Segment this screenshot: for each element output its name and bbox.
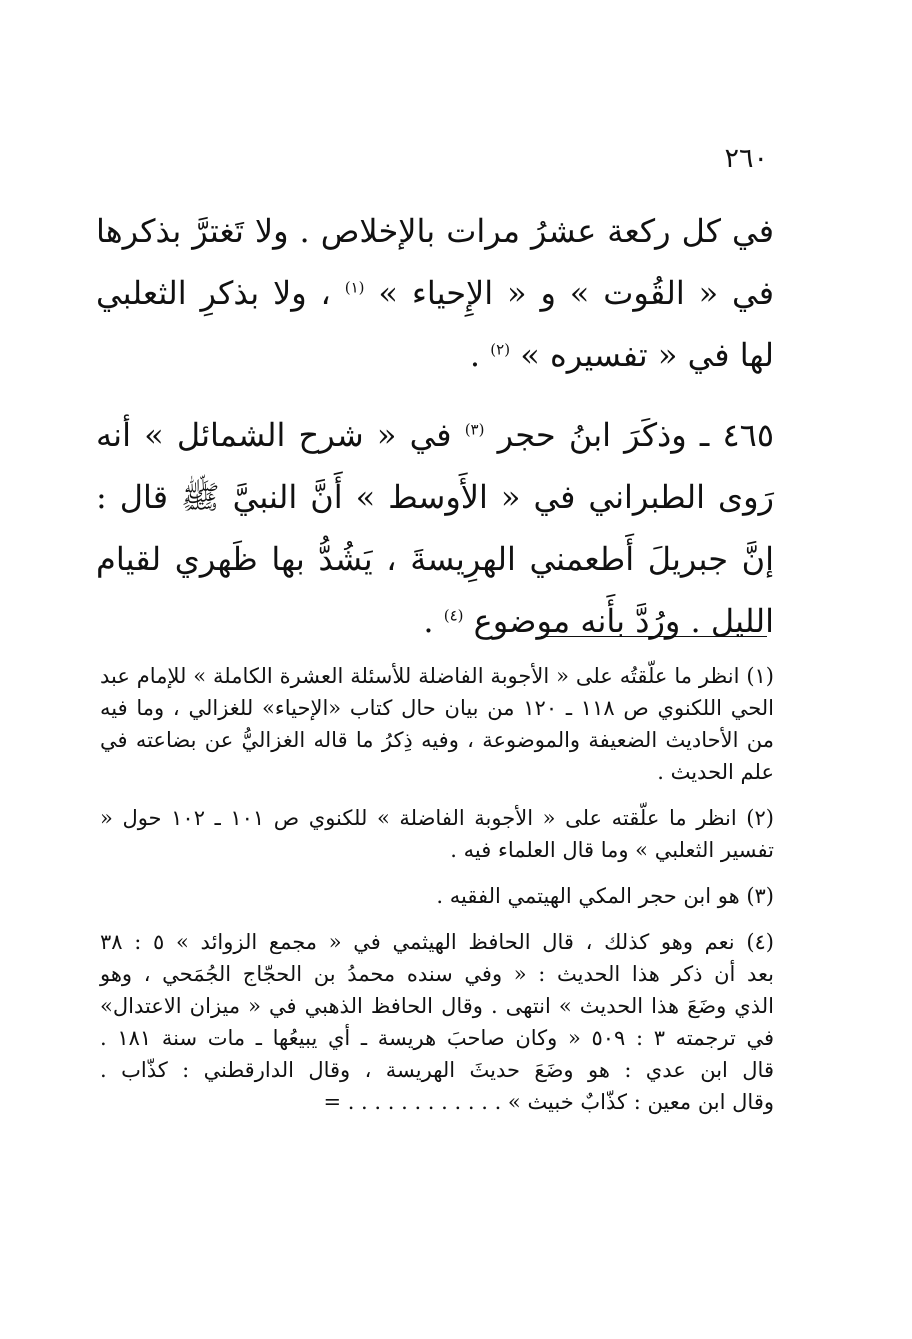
footnote-4-line-1: (٤) نعم وهو كذلك ، قال الحافظ الهيثمي في « مجمع الزوائد » ٥ : ٣٨ xyxy=(100,930,774,954)
main-paragraph-2-mid: في « شرح الشمائل » أنه رَوى الطبراني في « الأَوسط » أَنَّ النبيَّ ﷺ قال : إنَّ جبريلَ أَطعمني الهرِيسةَ ، يَشُدُّ بها ظَهري لقيام الليل . ورُدَّ بأَنه موضوع xyxy=(96,416,774,640)
footnote-3: (٣) هو ابن حجر المكي الهيتمي الفقيه . xyxy=(436,884,774,908)
footnote-ref-2: (٢) xyxy=(490,340,511,359)
main-paragraph-2 xyxy=(96,404,774,652)
main-paragraph-1-text: في كل ركعة عشرُ مرات بالإخلاص . ولا تَغترَّ بذكرها في « القُوت » و « الإِحياء » xyxy=(96,212,775,312)
page-number: ٢٦٠ xyxy=(724,143,768,174)
main-paragraph-2-start: ٤٦٥ ـ وذكَرَ ابنُ حجر xyxy=(484,416,775,454)
footnote-4-line-5: قال ابن عدي : هو وضَعَ حديثَ الهريسة ، وقال الدارقطني : كذّاب . xyxy=(100,1058,774,1082)
footnotes xyxy=(100,660,774,1132)
footnote-divider xyxy=(541,636,767,637)
footnote-ref-4: (٤) xyxy=(443,606,464,625)
main-paragraph-1 xyxy=(96,200,774,386)
main-paragraph-1-end: . xyxy=(469,336,491,374)
footnote-4-line-2: بعد أن ذكر هذا الحديث : « وفي سنده محمدُ بن الحجّاج الجُمَحي ، وهو xyxy=(100,962,774,986)
footnote-4-line-6: وقال ابن معين : كذّابٌ خبيث » . . . . . . . . . . . . = xyxy=(323,1090,774,1114)
footnote-ref-3: (٣) xyxy=(464,420,485,439)
footnote-4 xyxy=(100,926,774,1118)
main-paragraph-1-mid: ، ولا بذكرِ الثعلبي لها في « تفسيره » xyxy=(96,274,774,374)
main-text xyxy=(96,200,774,652)
footnote-4-line-3: الذي وضَعَ هذا الحديث » انتهى . وقال الحافظ الذهبي في « ميزان الاعتدال» xyxy=(100,994,774,1018)
footnote-2: (٢) انظر ما علّقته على « الأجوبة الفاضلة » للكنوي ص ١٠١ ـ ١٠٢ حول « تفسير الثعلبي » وما قال العلماء فيه . xyxy=(100,806,774,862)
footnote-4-line-4: في ترجمته ٣ : ٥٠٩ « وكان صاحبَ هريسة ـ أي يبيعُها ـ مات سنة ١٨١ . xyxy=(100,1026,774,1050)
main-paragraph-2-end: . xyxy=(423,602,444,640)
footnote-1: (١) انظر ما علّقتُه على « الأجوبة الفاضلة للأسئلة العشرة الكاملة » للإمام عبد الحي اللكنوي ص ١١٨ ـ ١٢٠ من بيان حال كتاب «الإحياء» للغزالي ، وما فيه من الأحاديث الضعيفة والموضوعة ، وفيه ذِكرُ ما قاله الغزاليُّ عن بضاعته في علم الحديث . xyxy=(100,664,774,784)
footnote-ref-1: (١) xyxy=(344,278,365,297)
